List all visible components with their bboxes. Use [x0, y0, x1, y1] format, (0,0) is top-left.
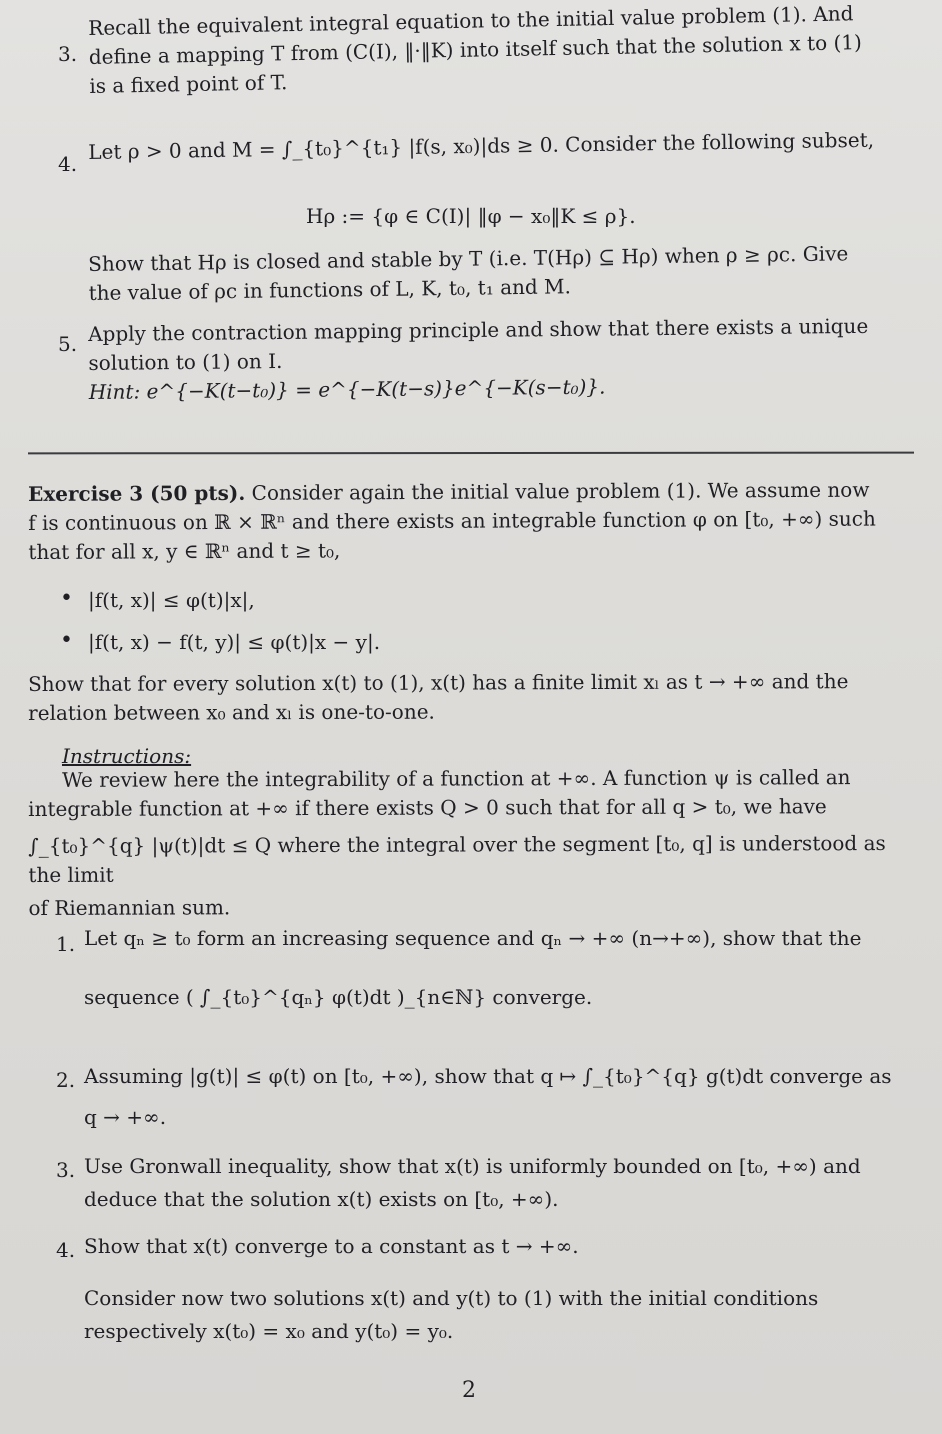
instructions-line: We review here the integrability of a function at +∞. A function ψ is called an	[62, 765, 851, 792]
question-2-text	[84, 1062, 914, 1132]
bullet-dot: •	[60, 586, 73, 611]
exercise-heading: Exercise 3 (50 pts).	[28, 480, 246, 506]
question-4-line: Show that x(t) converge to a constant as t → +∞.	[84, 1234, 579, 1258]
set-definition: Hρ := {φ ∈ C(I)| ‖φ − x₀‖K ≤ ρ}.	[306, 204, 636, 228]
question-2-number: 2.	[56, 1068, 76, 1092]
item-3-number: 3.	[58, 42, 78, 66]
exercise-intro-line: Consider again the initial value problem (1). We assume now	[251, 477, 870, 505]
question-4-text	[84, 1232, 914, 1261]
item-5-hint: Hint: e^{−K(t−t₀)} = e^{−K(t−s)}e^{−K(s−t₀)}.	[88, 374, 606, 404]
item-4-text	[88, 126, 874, 167]
closing-text	[84, 1284, 914, 1346]
instructions-line: of Riemannian sum.	[28, 895, 231, 920]
question-2-line: q → +∞.	[84, 1105, 167, 1129]
bullet-condition-2: |f(t, x) − f(t, y)| ≤ φ(t)|x − y|.	[88, 630, 381, 654]
section-divider	[28, 452, 914, 455]
item-4-line: Show that Hρ is closed and stable by T (i.e. T(Hρ) ⊆ Hρ) when ρ ≥ ρc. Give	[88, 241, 849, 276]
item-3-line: Recall the equivalent integral equation to the initial value problem (1). And	[88, 1, 854, 40]
question-1-text	[84, 924, 914, 1012]
statement-line: Show that for every solution x(t) to (1), x(t) has a finite limit xₗ as t → +∞ and the	[28, 669, 849, 696]
item-5-line: Apply the contraction mapping principle and show that there exists a unique	[88, 313, 869, 346]
instructions-line: integrable function at +∞ if there exists Q > 0 such that for all q > t₀, we have	[28, 794, 827, 821]
instructions-line: ∫_{t₀}^{q} |ψ(t)|dt ≤ Q where the integral over the segment [t₀, q] is understood as the limit	[28, 831, 886, 887]
item-3-line: define a mapping T from (C(I), ‖·‖K) into itself such that the solution x to (1)	[88, 30, 863, 69]
bullet-condition-1: |f(t, x)| ≤ φ(t)|x|,	[88, 588, 255, 612]
question-3-number: 3.	[56, 1158, 76, 1182]
exercise-intro-line: that for all x, y ∈ ℝⁿ and t ≥ t₀,	[28, 538, 341, 564]
statement-line: relation between x₀ and xₗ is one-to-one.	[28, 699, 435, 725]
item-3-text	[88, 0, 863, 101]
question-3-line: Use Gronwall inequality, show that x(t) is uniformly bounded on [t₀, +∞) and	[84, 1154, 861, 1178]
item-3-line: is a fixed point of T.	[89, 70, 288, 98]
question-4-number: 4.	[56, 1238, 76, 1262]
question-2-line: Assuming |g(t)| ≤ φ(t) on [t₀, +∞), show that q ↦ ∫_{t₀}^{q} g(t)dt converge as	[84, 1064, 892, 1088]
item-4-line: Let ρ > 0 and M = ∫_{t₀}^{t₁} |f(s, x₀)|ds ≥ 0. Consider the following subset,	[88, 127, 875, 164]
question-1-line: Let qₙ ≥ t₀ form an increasing sequence and qₙ → +∞ (n→+∞), show that the	[84, 926, 862, 950]
page-number: 2	[462, 1378, 476, 1403]
question-1-line: sequence ( ∫_{t₀}^{qₙ} φ(t)dt )_{n∈ℕ} converge.	[84, 985, 593, 1009]
item-4-line: the value of ρc in functions of L, K, t₀, t₁ and M.	[88, 274, 572, 305]
exercise-3-statement	[28, 667, 918, 728]
exercise-3-intro	[28, 475, 908, 567]
item-5-text	[88, 312, 869, 407]
question-1-number: 1.	[56, 932, 76, 956]
item-5-number: 5.	[58, 332, 78, 356]
question-3-line: deduce that the solution x(t) exists on [t₀, +∞).	[84, 1187, 559, 1211]
item-4-number: 4.	[58, 152, 78, 176]
closing-line: respectively x(t₀) = x₀ and y(t₀) = y₀.	[84, 1319, 454, 1343]
exercise-intro-line: f is continuous on ℝ × ℝⁿ and there exists an integrable function φ on [t₀, +∞) such	[28, 506, 876, 535]
bullet-dot: •	[60, 628, 73, 653]
instructions-title: Instructions:	[62, 744, 192, 768]
item-5-line: solution to (1) on I.	[88, 348, 283, 375]
question-3-text	[84, 1152, 914, 1214]
item-4-text-cont	[88, 239, 849, 308]
instructions-text	[28, 763, 919, 923]
closing-line: Consider now two solutions x(t) and y(t) to (1) with the initial conditions	[84, 1286, 819, 1310]
